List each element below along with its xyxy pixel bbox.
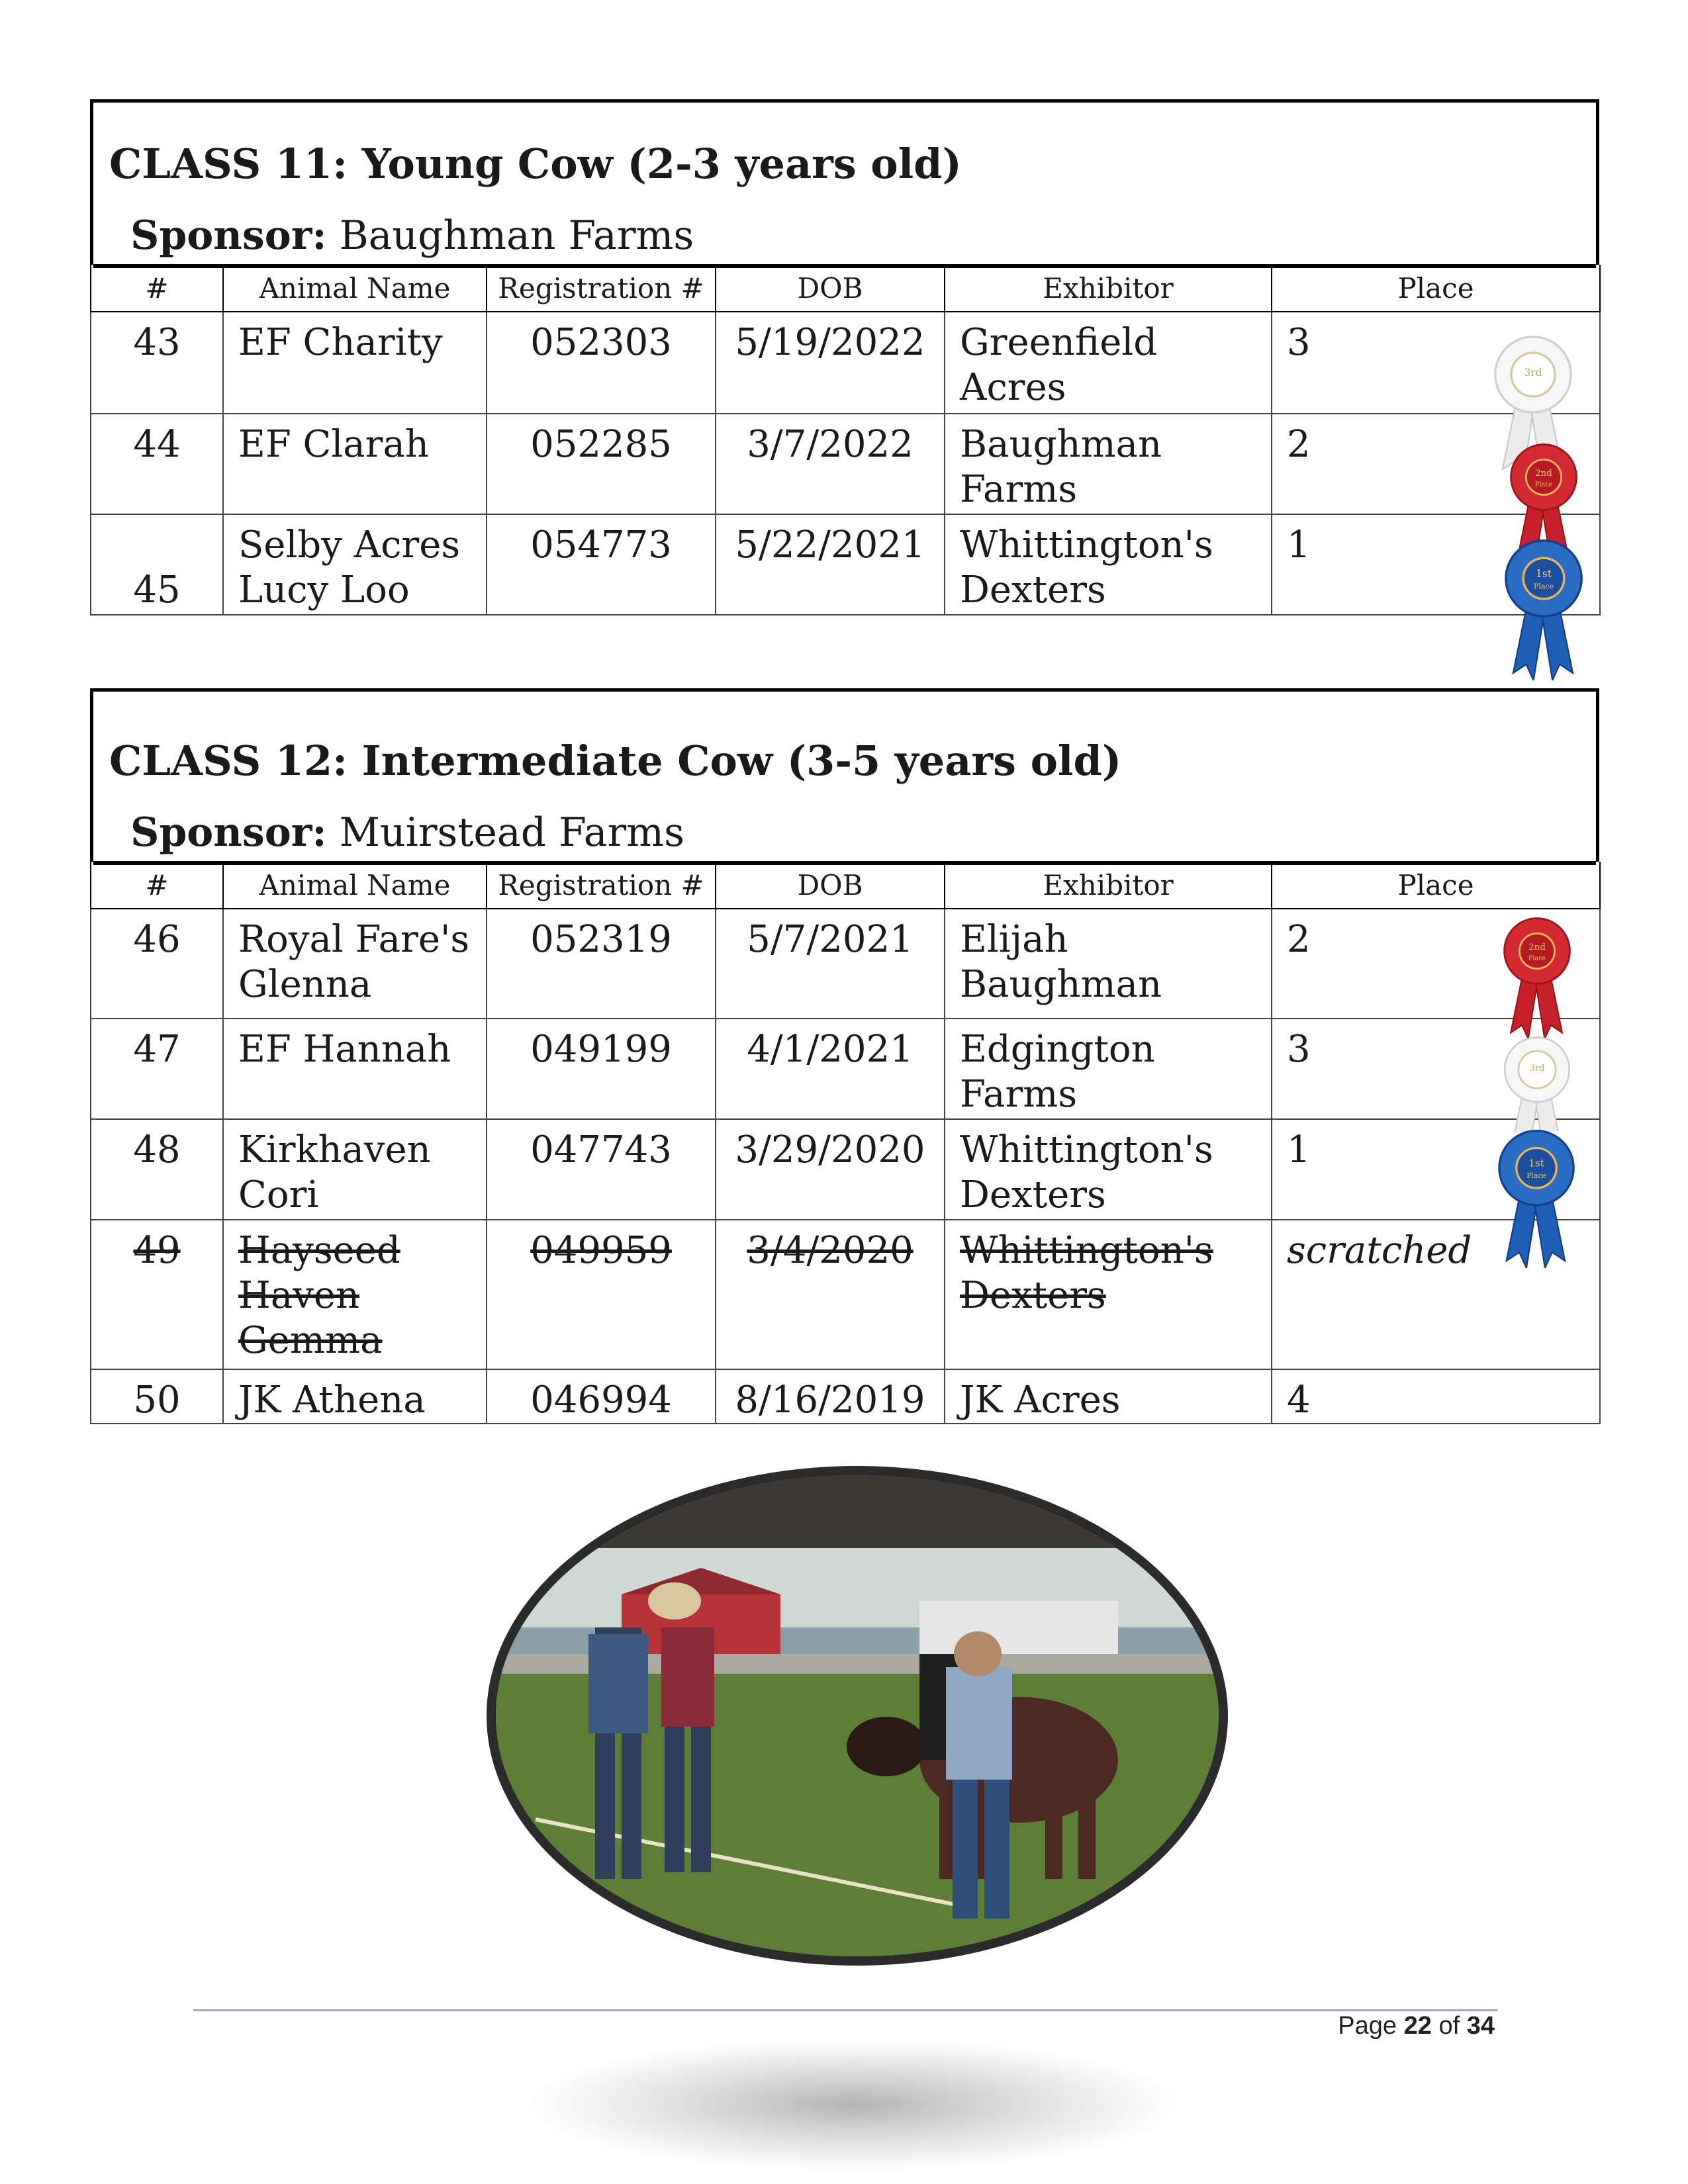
entry-number: 47 (91, 1019, 223, 1119)
place-value: 4 (1287, 1379, 1311, 1422)
sponsor-label: Sponsor: (130, 809, 327, 856)
registration-number: 049959 (487, 1220, 716, 1369)
registration-number: 054773 (487, 514, 716, 615)
place-value: scratched (1287, 1229, 1472, 1272)
table-header-row (91, 862, 1600, 909)
sponsor-name: Baughman Farms (339, 212, 694, 259)
header-divider (93, 861, 1596, 865)
exhibitor: JK Acres (945, 1369, 1272, 1424)
page-total: 34 (1466, 2012, 1495, 2040)
ribbon-text: Place (1534, 480, 1553, 488)
col-number: # (91, 265, 223, 312)
date-of-birth: 3/7/2022 (716, 414, 945, 514)
entry-number: 49 (91, 1220, 223, 1369)
table-row (91, 1369, 1600, 1424)
entry-number: 48 (91, 1119, 223, 1220)
animal-name: EF Charity (223, 312, 487, 414)
ribbon-text: 2nd (1528, 942, 1546, 953)
exhibitor: Whittington's Dexters (945, 514, 1272, 615)
animal-name: Selby Acres Lucy Loo (223, 514, 487, 615)
ribbon-text: 1st (1528, 1157, 1544, 1169)
date-of-birth: 5/7/2021 (716, 909, 945, 1019)
col-number: # (91, 862, 223, 909)
col-registration: Registration # (487, 862, 716, 909)
page-shadow (530, 2038, 1178, 2171)
date-of-birth: 3/29/2020 (716, 1119, 945, 1220)
date-of-birth: 5/22/2021 (716, 514, 945, 615)
ribbon-text: 3rd (1524, 367, 1542, 379)
exhibitor: Whittington's Dexters (945, 1119, 1272, 1220)
page-number (1338, 2012, 1495, 2040)
col-animal-name: Animal Name (223, 265, 487, 312)
footer-divider (193, 2009, 1497, 2011)
entry-number: 50 (91, 1369, 223, 1424)
class-11-sponsor (130, 212, 694, 259)
animal-name: JK Athena (223, 1369, 487, 1424)
exhibitor: Edgington Farms (945, 1019, 1272, 1119)
table-row (91, 514, 1600, 615)
exhibitor: Baughman Farms (945, 414, 1272, 514)
exhibitor: Greenfield Acres (945, 312, 1272, 414)
place-value: 2 (1287, 918, 1311, 961)
registration-number: 047743 (487, 1119, 716, 1220)
show-ring-photo (487, 1466, 1228, 1966)
table-row (91, 312, 1600, 414)
table-row (91, 1019, 1600, 1119)
place (1272, 1369, 1600, 1424)
table-row (91, 1119, 1600, 1220)
header-divider (93, 264, 1596, 268)
ribbon-text: Place (1526, 1171, 1546, 1180)
class-11-table (90, 265, 1601, 615)
col-dob: DOB (716, 862, 945, 909)
registration-number: 046994 (487, 1369, 716, 1424)
place-value: 3 (1287, 321, 1311, 364)
table-row (91, 909, 1600, 1019)
exhibitor: Elijah Baughman (945, 909, 1272, 1019)
class-11-section (90, 99, 1599, 615)
table-row (91, 1220, 1600, 1369)
entry-number: 43 (91, 312, 223, 414)
registration-number: 049199 (487, 1019, 716, 1119)
col-dob: DOB (716, 265, 945, 312)
registration-number: 052319 (487, 909, 716, 1019)
third-place-ribbon-icon (1497, 1032, 1577, 1132)
date-of-birth: 5/19/2022 (716, 312, 945, 414)
animal-name: Hayseed Haven Gemma (223, 1220, 487, 1369)
date-of-birth: 3/4/2020 (716, 1220, 945, 1369)
col-place: Place (1272, 862, 1600, 909)
first-place-ribbon-icon (1493, 1125, 1579, 1268)
ribbon-text: Place (1528, 954, 1546, 962)
photo-image (496, 1475, 1219, 1956)
entry-number: 44 (91, 414, 223, 514)
entry-number: 46 (91, 909, 223, 1019)
first-place-ribbon-icon (1497, 535, 1590, 680)
date-of-birth: 8/16/2019 (716, 1369, 945, 1424)
ribbon-text: 2nd (1535, 469, 1552, 479)
table-header-row (91, 265, 1600, 312)
animal-name: Royal Fare's Glenna (223, 909, 487, 1019)
ribbon-text: 1st (1536, 567, 1552, 580)
place-value: 1 (1287, 523, 1311, 567)
entry-number: 45 (91, 514, 223, 615)
page-of: of (1438, 2012, 1460, 2040)
cattle-show-illustration (496, 1475, 1219, 1956)
col-registration: Registration # (487, 265, 716, 312)
page-prefix: Page (1338, 2012, 1397, 2040)
sponsor-label: Sponsor: (130, 212, 327, 259)
class-12-table (90, 862, 1601, 1424)
class-11-header (90, 99, 1599, 265)
animal-name: EF Hannah (223, 1019, 487, 1119)
col-exhibitor: Exhibitor (945, 862, 1272, 909)
animal-name: EF Clarah (223, 414, 487, 514)
class-12-section (90, 688, 1599, 1424)
table-row (91, 414, 1600, 514)
date-of-birth: 4/1/2021 (716, 1019, 945, 1119)
sponsor-name: Muirstead Farms (339, 809, 684, 856)
col-place: Place (1272, 265, 1600, 312)
exhibitor: Whittington's Dexters (945, 1220, 1272, 1369)
place-value: 1 (1287, 1128, 1311, 1171)
registration-number: 052303 (487, 312, 716, 414)
class-12-sponsor (130, 809, 684, 856)
col-exhibitor: Exhibitor (945, 265, 1272, 312)
animal-name: Kirkhaven Cori (223, 1119, 487, 1220)
class-11-title: CLASS 11: Young Cow (2-3 years old) (109, 140, 962, 188)
ribbon-text: Place (1533, 582, 1554, 591)
place-value: 3 (1287, 1028, 1311, 1071)
registration-number: 052285 (487, 414, 716, 514)
ribbon-text: 3rd (1529, 1064, 1545, 1074)
page-current: 22 (1403, 2012, 1432, 2040)
place-value: 2 (1287, 423, 1311, 466)
class-12-header (90, 688, 1599, 862)
second-place-ribbon-icon (1497, 913, 1577, 1039)
class-12-title: CLASS 12: Intermediate Cow (3-5 years old) (109, 737, 1122, 785)
col-animal-name: Animal Name (223, 862, 487, 909)
